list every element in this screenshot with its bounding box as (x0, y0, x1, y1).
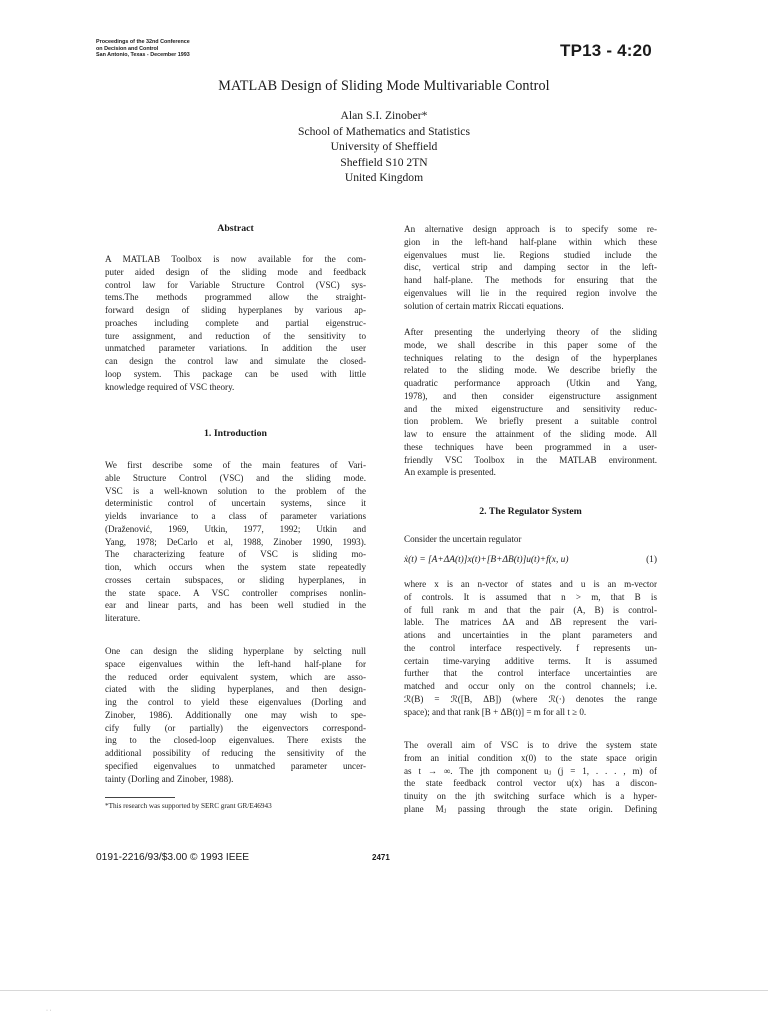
text-line: techniques relating to the design of the hyperplanes (404, 352, 657, 363)
section-heading-introduction: 1. Introduction (204, 428, 267, 439)
text-line: additional possibility of reducing the sensitivity of the (105, 748, 366, 759)
text-line: eigenvalues will lie in the required region involve the (404, 287, 657, 298)
text-line: where x is an n-vector of states and u is an m-vector (404, 579, 657, 589)
text-line: proaches including complete and partial eigenstruc- (105, 317, 366, 328)
text-line: mode, we shall describe in this paper some of the (404, 339, 657, 350)
proceedings-line: on Decision and Control (96, 45, 159, 52)
text-line: control law for Variable Structure Control (VSC) sys- (105, 279, 366, 290)
affiliation-line: University of Sheffield (330, 140, 438, 153)
right-paragraph-2 (404, 326, 657, 479)
text-line: able Structure Control (VSC) and the sliding mode. (105, 472, 366, 483)
text-line: ture assignment, and reduction of the sensitivity to (105, 330, 366, 341)
text-line: yields invariance to a class of parameter variations (105, 511, 366, 522)
text-line: certain time-varying additive terms. It is assumed (404, 655, 657, 666)
text-line: Consider the uncertain regulator (404, 534, 522, 544)
abstract-heading: Abstract (217, 223, 254, 234)
affiliation-line: Sheffield S10 2TN (340, 155, 428, 169)
text-line: as t → ∞. The jth component uⱼ (j = 1, . . . , m) of (404, 765, 657, 776)
text-line: ing to the closed-loop eigenvalues. There exists the (105, 735, 366, 746)
text-line: lable. The matrices ΔA and ΔB represent the vari- (404, 617, 657, 628)
text-line: from an initial condition x(0) to the state space origin (404, 752, 657, 763)
text-line: puter aided design of the sliding mode and feedback (105, 266, 366, 277)
text-line: the state space. A VSC controller comprises nonlin- (105, 587, 366, 598)
text-line: Yang, 1978; DeCarlo et al, 1988, Zinober 1990, 1993). (105, 536, 366, 547)
footnote-rule (105, 797, 175, 798)
text-line: space); and that rank [B + ΔB(t)] = m for all t ≥ 0. (404, 706, 587, 717)
text-line: the control interface respectively. f represents un- (404, 642, 657, 653)
text-line: ℛ(B) = ℛ([B, ΔB]) (where ℛ(·) denotes the range (404, 693, 657, 704)
text-line: deterministic control of uncertain systems, since it (105, 498, 366, 509)
text-line: ing the control to yield these eigenvalues (Dorling and (105, 697, 366, 708)
text-line: further that the control interface uncertainties are (404, 668, 657, 679)
abstract-text (105, 253, 366, 393)
text-line: disc, vertical strip and damping sector in the left- (404, 262, 657, 273)
text-line: of full rank m and that the pair (A, B) is control- (404, 604, 657, 615)
text-line: cify fully (or partially) the eigenvectors correspond- (105, 722, 366, 733)
text-line: unmatched parameter variations. In addition the user (105, 343, 366, 354)
text-line: space eigenvalues within the left-hand half-plane for (105, 658, 366, 669)
text-line: the state feedback control vector u(x) has a discon- (404, 778, 657, 789)
right-paragraph-1 (404, 223, 657, 312)
right-paragraph-3 (404, 578, 657, 718)
text-line: The overall aim of VSC is to drive the system state (404, 740, 657, 750)
author-block (0, 108, 768, 186)
text-line: tion problem. We briefly present a suitable control (404, 416, 657, 427)
text-line: tems.The methods programmed allow the straight- (105, 292, 366, 303)
text-line: tion, which occurs when the system state repeatedly (105, 562, 366, 573)
text-line: tinuity on the jth switching surface which is a hyper- (404, 791, 657, 802)
right-paragraph-4 (404, 739, 657, 816)
intro-paragraph-2 (105, 645, 366, 785)
section-heading-regulator-system: 2. The Regulator System (479, 506, 582, 517)
text-line: quadratic performance approach (Utkin and Yang, (404, 378, 657, 389)
text-line: forward design of sliding hyperplanes by various ap- (105, 305, 366, 316)
session-code: TP13 - 4:20 (560, 41, 652, 60)
text-line: A MATLAB Toolbox is now available for the com- (105, 254, 366, 264)
text-line: related to the sliding mode. We describe briefly the (404, 365, 657, 376)
text-line: specified eigenvalues to unmatched parameter uncer- (105, 760, 366, 771)
text-line: 1978), and then consider eigenstructure assignment (404, 390, 657, 401)
text-line: ations and uncertainties in the plant parameters and (404, 630, 657, 641)
text-line: VSC is a well-known solution to the problem of the (105, 485, 366, 496)
text-line: One can design the sliding hyperplane by selcting null (105, 646, 366, 656)
text-line: law to ensure the attainment of the sliding mode. All (404, 429, 657, 440)
text-line: of controls. It is assumed that n > m, that B is (404, 591, 657, 602)
scan-speck-marks: · · (46, 1008, 52, 1014)
text-line: and the mixed eigenstructure and sensitivity reduc- (404, 403, 657, 414)
text-line: eigenvalues must lie. Regions studied include the (404, 249, 657, 260)
text-line: the reduced order equivalent system, which are asso- (105, 671, 366, 682)
proceedings-info (96, 39, 256, 59)
equation-number: (1) (646, 555, 657, 565)
text-line: We first describe some of the main features of Vari- (105, 460, 366, 470)
consider-line (404, 533, 657, 546)
text-line: ciated with the sliding hyperplanes, and then design- (105, 684, 366, 695)
text-line: knowledge required of VSC theory. (105, 381, 235, 392)
text-line: ear and linear parts, and has been well studied in the (105, 600, 366, 611)
affiliation-line: United Kingdom (344, 171, 424, 184)
text-line: loop system. This package can be used with little (105, 368, 366, 379)
footnote: *This research was supported by SERC grant GR/E46943 (105, 802, 272, 810)
text-line: After presenting the underlying theory of the sliding (404, 327, 657, 337)
text-line: Zinober, 1986). Additionally one may wish to spe- (105, 709, 366, 720)
text-line: tainty (Dorling and Zinober, 1988). (105, 773, 234, 784)
text-line: these techniques have been programmed in a user- (404, 441, 657, 452)
text-line: literature. (105, 613, 141, 624)
affiliation-line: School of Mathematics and Statistics (298, 124, 470, 138)
text-line: An example is presented. (404, 467, 496, 478)
paper-title: MATLAB Design of Sliding Mode Multivariable Control (218, 78, 550, 94)
text-line: friendly VSC Toolbox in the MATLAB environment. (404, 454, 657, 465)
proceedings-line: San Antonio, Texas - December 1993 (96, 52, 190, 59)
equation-1 (404, 555, 657, 565)
text-line: matched and occur only on the control channels; i.e. (404, 681, 657, 692)
text-line: solution of certain matrix Riccati equations. (404, 300, 564, 311)
scan-edge-divider (0, 990, 768, 991)
text-line: plane Mⱼ passing through the state origin. Defining (404, 803, 657, 814)
text-line: crosses certain subspaces, or sliding hyperplanes, in (105, 574, 366, 585)
text-line: hand half-plane. The methods for ensuring that the (404, 275, 657, 286)
author-name: Alan S.I. Zinober* (340, 109, 428, 122)
equation-body: ẋ(t) = [A+ΔA(t)]x(t)+[B+ΔB(t)]u(t)+f(x, u) (404, 555, 569, 565)
text-line: An alternative design approach is to specify some re- (404, 224, 657, 234)
text-line: (Draženović, 1969, Utkin, 1977, 1992; Utkin and (105, 523, 366, 534)
copyright-line: 0191-2216/93/$3.00 © 1993 IEEE (96, 852, 250, 863)
text-line: can design the control law and simulate the closed- (105, 356, 366, 367)
intro-paragraph-1 (105, 459, 366, 625)
text-line: The characterizing feature of VSC is sliding mo- (105, 549, 366, 560)
page-number: 2471 (372, 853, 390, 862)
proceedings-line: Proceedings of the 32nd Conference (96, 39, 190, 45)
text-line: gion in the left-hand half-plane within which these (404, 236, 657, 247)
